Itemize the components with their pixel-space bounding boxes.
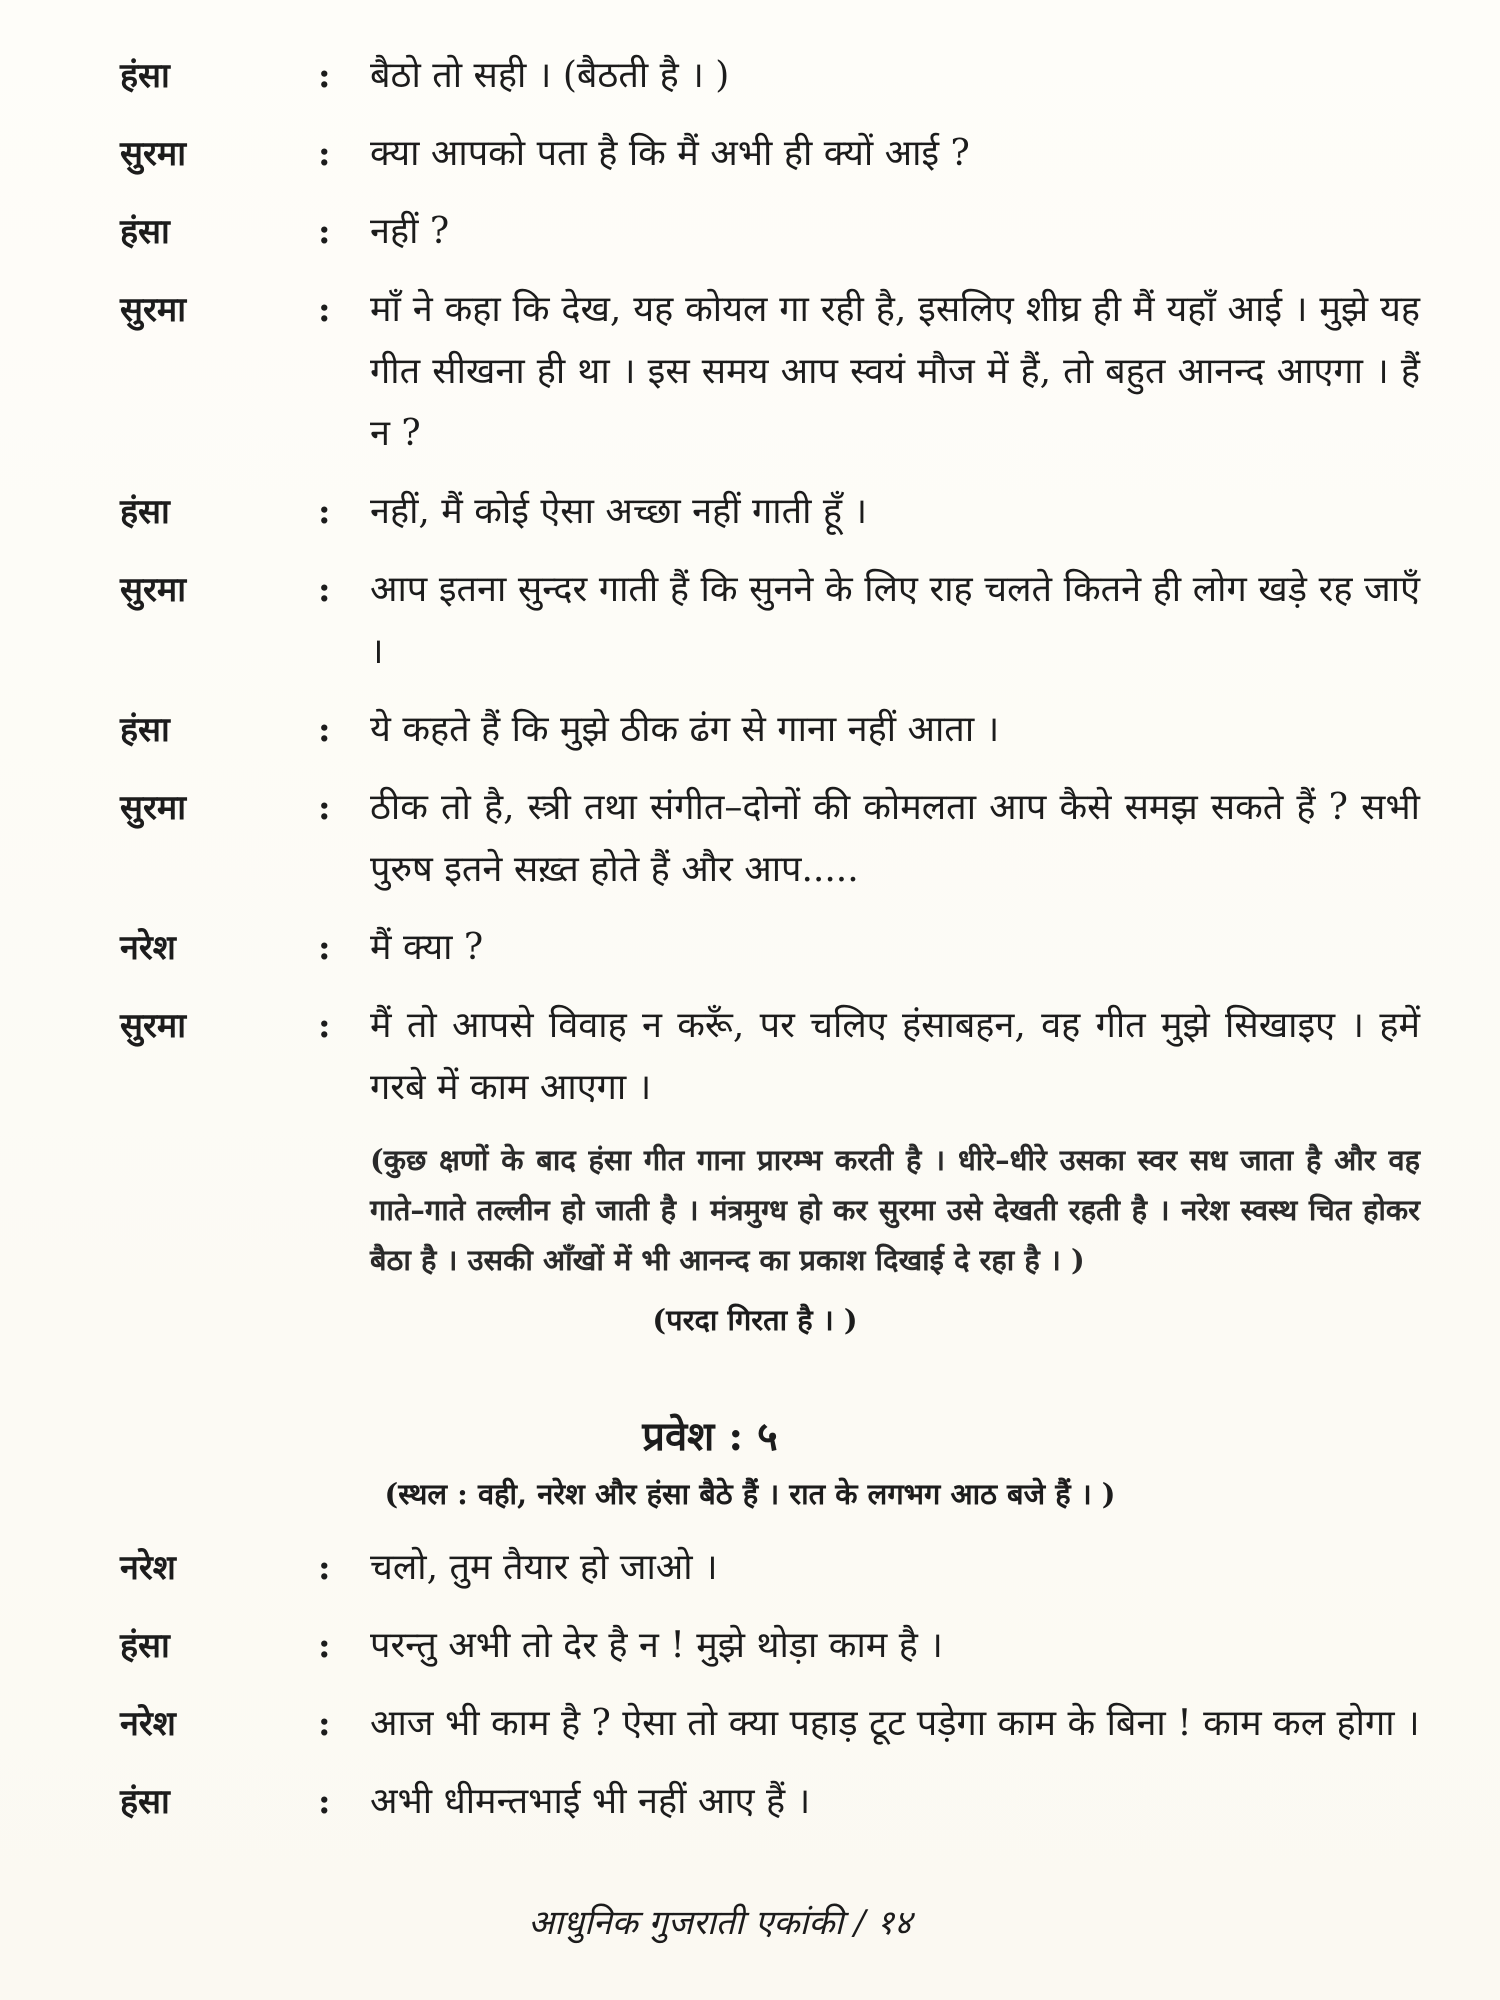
speaker-colon: : (318, 134, 331, 174)
speaker-name: सुरमा (120, 290, 187, 330)
speaker-colon: : (318, 212, 331, 252)
dialogue-text: बैठो तो सही । (बैठती है । ) (370, 55, 730, 96)
speaker-name: नरेश (120, 1548, 176, 1588)
speaker-name: हंसा (120, 1626, 170, 1666)
scene-setting: (स्थल : वही, नरेश और हंसा बैठे हैं । रात के लगभग आठ बजे हैं । ) (384, 1477, 1116, 1511)
speaker-name: सुरमा (120, 1006, 187, 1046)
dialogue-line (120, 481, 1420, 543)
dialogue-line (120, 1537, 1420, 1599)
speaker-name: सुरमा (120, 134, 187, 174)
curtain-direction: (परदा गिरता है । ) (652, 1303, 858, 1337)
speaker-name: नरेश (120, 1704, 176, 1744)
dialogue-line (120, 123, 1420, 185)
dialogue-line (120, 917, 1420, 979)
speaker-name: सुरमा (120, 570, 187, 610)
dialogue-line (120, 279, 1420, 465)
dialogue-text: आज भी काम है ? ऐसा तो क्या पहाड़ टूट पड़ेगा काम के बिना ! काम कल होगा । (370, 1703, 1420, 1744)
speaker-colon: : (318, 1782, 331, 1822)
speaker-name: हंसा (120, 710, 170, 750)
page-footer: आधुनिक गुजराती एकांकी / १४ (528, 1903, 912, 1943)
dialogue-text: क्या आपको पता है कि मैं अभी ही क्यों आई ? (370, 133, 970, 174)
speaker-colon: : (318, 1626, 331, 1666)
dialogue-block-2 (120, 1537, 1420, 1833)
dialogue-line (120, 777, 1420, 901)
dialogue-line (120, 1615, 1420, 1677)
dialogue-text: चलो, तुम तैयार हो जाओ । (370, 1547, 718, 1588)
dialogue-line (120, 201, 1420, 263)
speaker-colon: : (318, 492, 331, 532)
dialogue-line (120, 699, 1420, 761)
speaker-colon: : (318, 928, 331, 968)
dialogue-text: नहीं ? (370, 211, 450, 252)
dialogue-text: मैं क्या ? (370, 927, 484, 968)
speaker-name: हंसा (120, 56, 170, 96)
speaker-colon: : (318, 56, 331, 96)
dialogue-text: अभी धीमन्तभाई भी नहीं आए हैं । (370, 1781, 811, 1822)
dialogue-text: माँ ने कहा कि देख, यह कोयल गा रही है, इसलिए शीघ्र ही मैं यहाँ आई । मुझे यह गीत सीखना ही था । इस समय आप स्वयं मौज में हैं, तो बहुत आनन्द आएगा । हैं न ? (370, 289, 1420, 454)
dialogue-block-1 (120, 45, 1420, 1119)
dialogue-text: आप इतना सुन्दर गाती हैं कि सुनने के लिए राह चलते कितने ही लोग खड़े रह जाएँ । (370, 569, 1420, 672)
dialogue-text: मैं तो आपसे विवाह न करूँ, पर चलिए हंसाबहन, वह गीत मुझे सिखाइए । हमें गरबे में काम आएगा । (370, 1005, 1420, 1108)
dialogue-line (120, 995, 1420, 1119)
dialogue-line (120, 1693, 1420, 1755)
dialogue-line (120, 559, 1420, 683)
dialogue-line (120, 1771, 1420, 1833)
speaker-name: सुरमा (120, 788, 187, 828)
speaker-name: नरेश (120, 928, 176, 968)
speaker-colon: : (318, 1704, 331, 1744)
speaker-colon: : (318, 1006, 331, 1046)
scene-title: प्रवेश : ५ (642, 1413, 778, 1460)
speaker-colon: : (318, 290, 331, 330)
dialogue-line (120, 45, 1420, 107)
speaker-name: हंसा (120, 212, 170, 252)
speaker-colon: : (318, 710, 331, 750)
stage-direction: (कुछ क्षणों के बाद हंसा गीत गाना प्रारम्भ करती है । धीरे–धीरे उसका स्वर सध जाता है और वह गाते–गाते तल्लीन हो जाती है । मंत्रमुग्ध हो कर सुरमा उसे देखती रहती है । नरेश स्वस्थ चित होकर बैठा है । उसकी आँखों में भी आनन्द का प्रकाश दिखाई दे रहा है । ) (370, 1143, 1420, 1277)
dialogue-text: ये कहते हैं कि मुझे ठीक ढंग से गाना नहीं आता । (370, 709, 1000, 750)
speaker-name: हंसा (120, 492, 170, 532)
speaker-colon: : (318, 1548, 331, 1588)
speaker-colon: : (318, 570, 331, 610)
dialogue-text: नहीं, मैं कोई ऐसा अच्छा नहीं गाती हूँ । (370, 491, 868, 532)
dialogue-text: ठीक तो है, स्त्री तथा संगीत–दोनों की कोमलता आप कैसे समझ सकते हैं ? सभी पुरुष इतने सख़्त होते हैं और आप..... (370, 787, 1420, 890)
speaker-name: हंसा (120, 1782, 170, 1822)
dialogue-text: परन्तु अभी तो देर है न ! मुझे थोड़ा काम है । (370, 1625, 943, 1666)
speaker-colon: : (318, 788, 331, 828)
